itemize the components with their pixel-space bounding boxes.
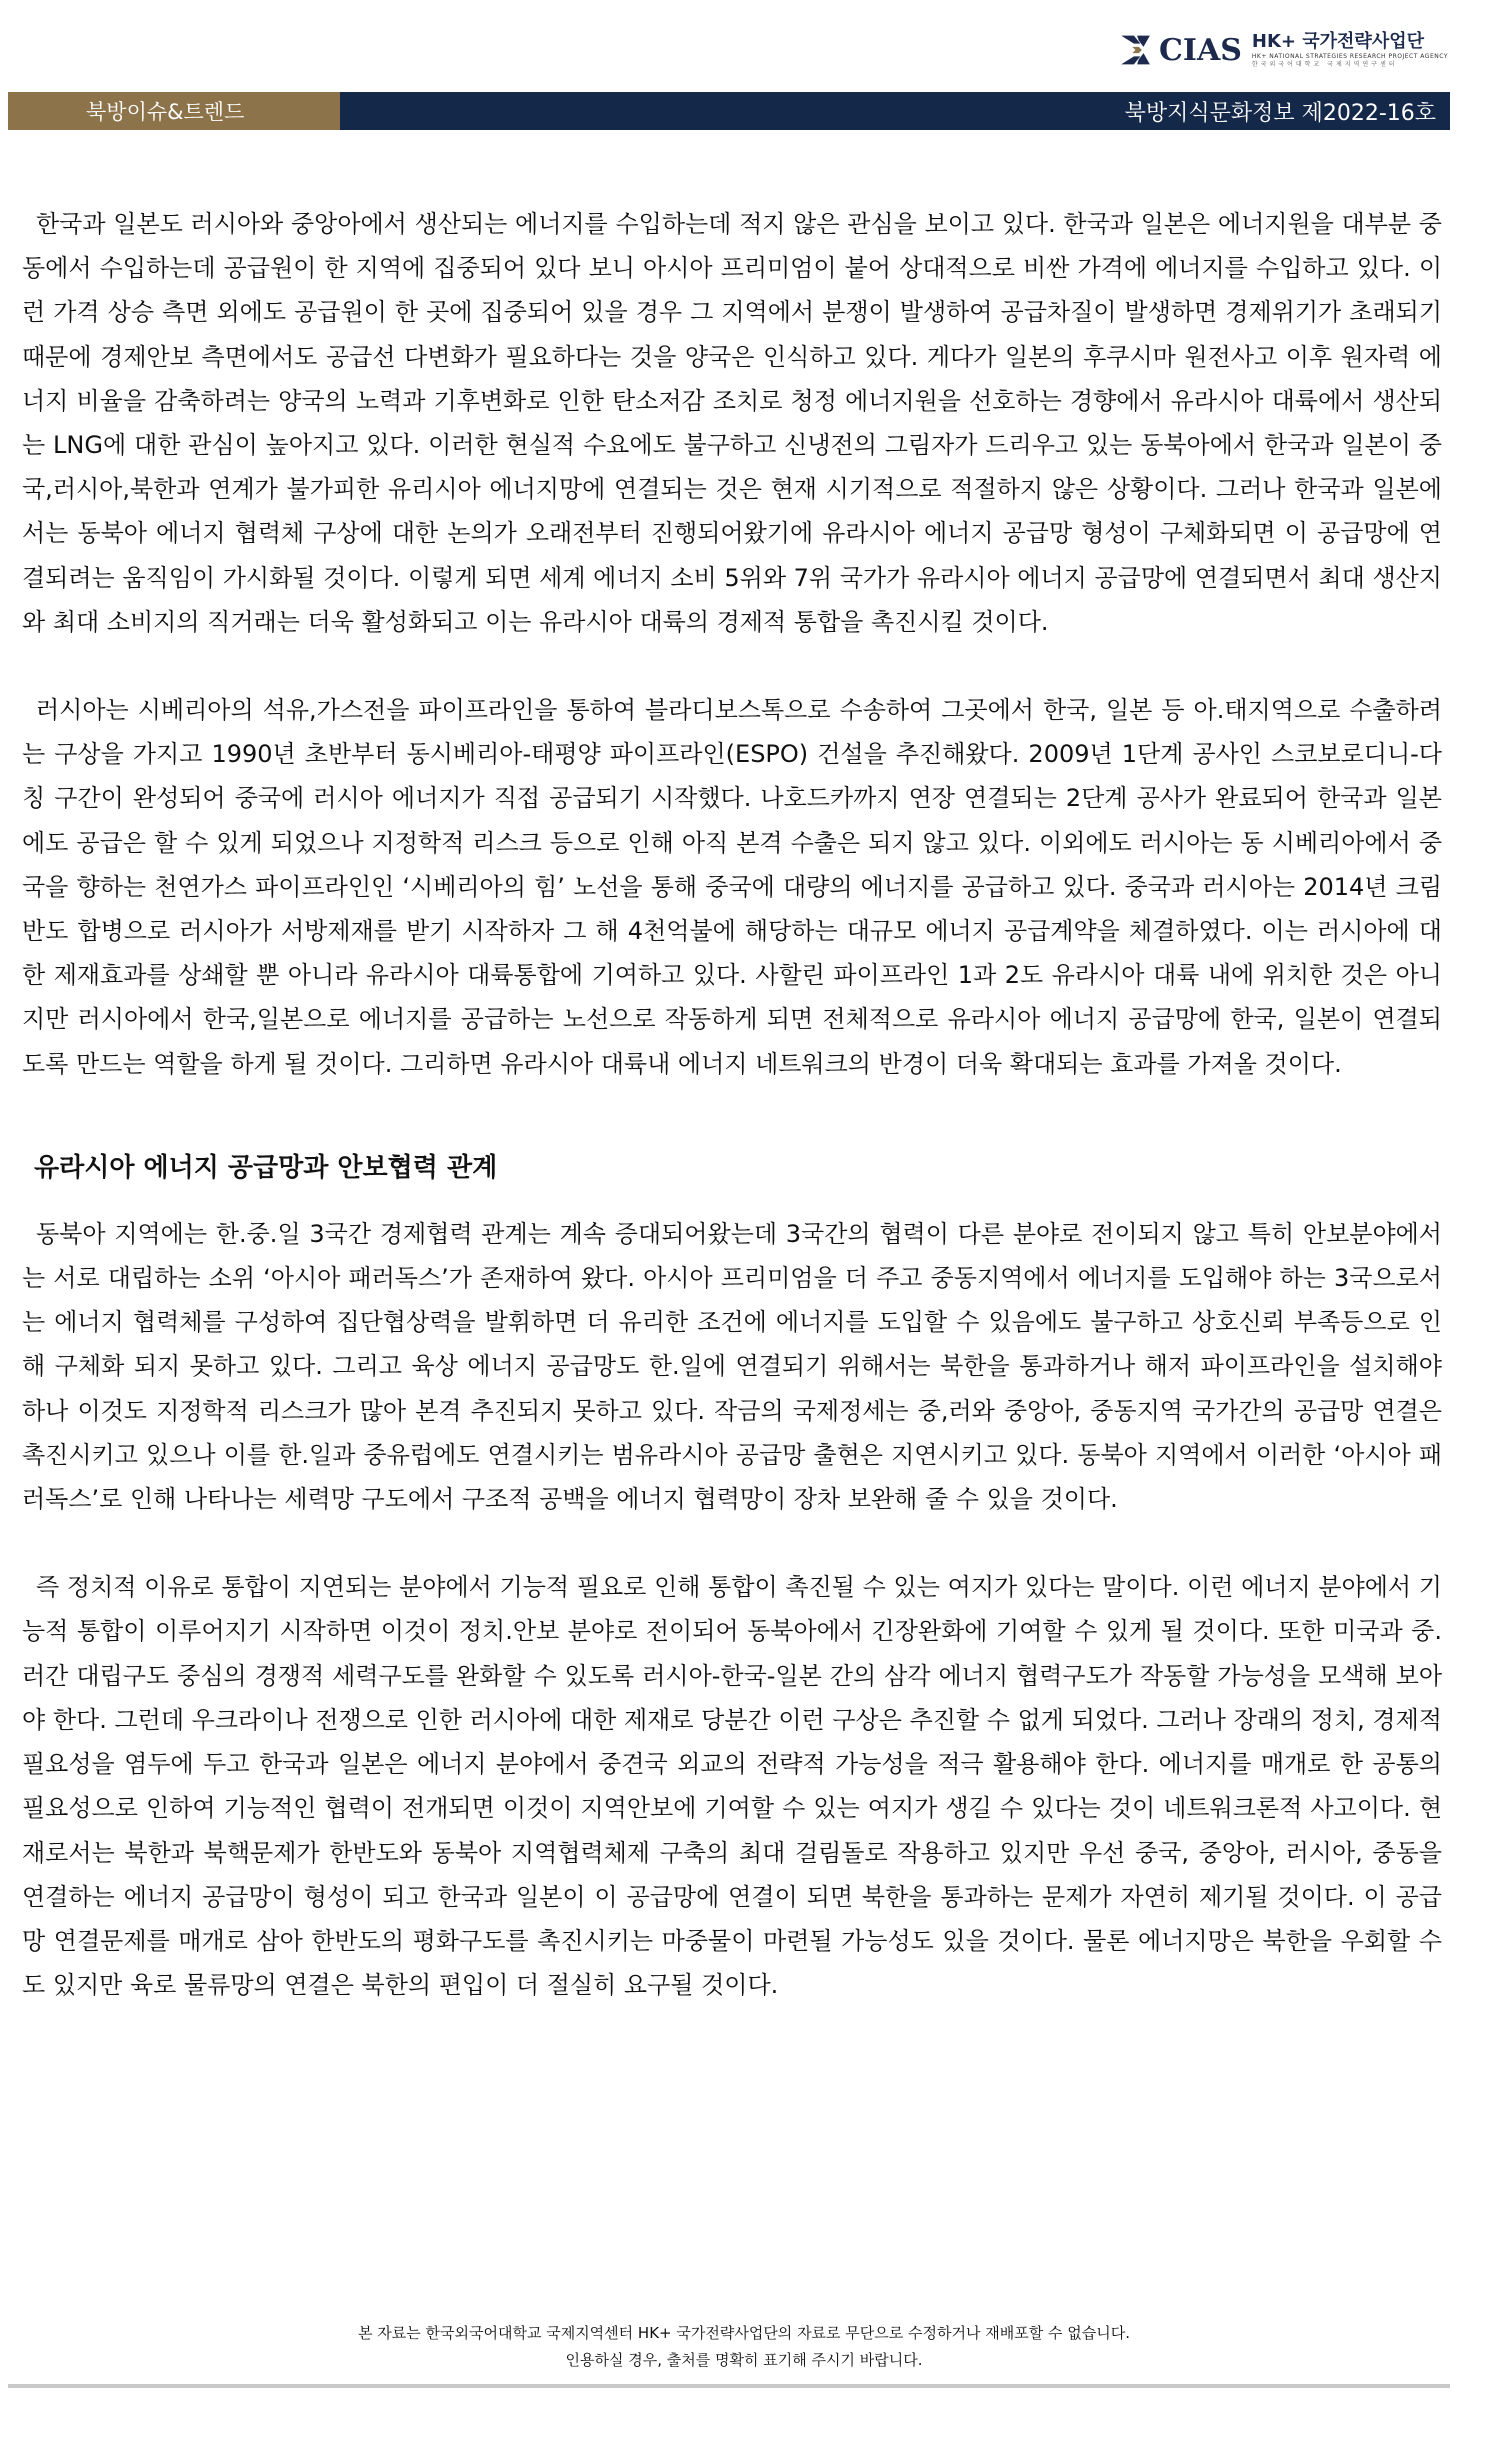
footer-notice	[0, 2320, 1488, 2374]
paragraph-gap	[22, 1521, 1442, 1565]
logo-subtitle-en: HK+ NATIONAL STRATEGIES RESEARCH PROJECT AGENCY	[1251, 53, 1448, 60]
logo-wordmark: CIAS	[1159, 32, 1242, 68]
section-label: 북방이슈&트렌드	[8, 92, 340, 130]
body-paragraph: 즉 정치적 이유로 통합이 지연되는 분야에서 기능적 필요로 인해 통합이 촉진될 수 있는 여지가 있다는 말이다. 이런 에너지 분야에서 기능적 통합이 이루어지기 시작하면 이것이 정치.안보 분야로 전이되어 동북아에서 긴장완화에 기여할 수 있게 될 것이다. 또한 미국과 중.러간 대립구도 중심의 경쟁적 세력구도를 완화할 수 있도록 러시아-한국-일본 간의 삼각 에너지 협력구도가 작동할 가능성을 모색해 보아야 한다. 그런데 우크라이나 전쟁으로 인한 러시아에 대한 제재로 당분간 이런 구상은 추진할 수 없게 되었다. 그러나 장래의 정치, 경제적 필요성을 염두에 두고 한국과 일본은 에너지 분야에서 중견국 외교의 전략적 가능성을 적극 활용해야 한다. 에너지를 매개로 한 공통의 필요성으로 인하여 기능적인 협력이 전개되면 이것이 지역안보에 기여할 수 있는 여지가 생길 수 있다는 것이 네트워크론적 사고이다. 현재로서는 북한과 북핵문제가 한반도와 동북아 지역협력체제 구축의 최대 걸림돌로 작용하고 있지만 우선 중국, 중앙아, 러시아, 중동을 연결하는 에너지 공급망이 형성이 되고 한국과 일본이 이 공급망에 연결이 되면 북한을 통과하는 문제가 자연히 제기될 것이다. 이 공급망 연결문제를 매개로 삼아 한반도의 평화구도를 촉진시키는 마중물이 마련될 가능성도 있을 것이다. 물론 에너지망은 북한을 우회할 수도 있지만 육로 물류망의 연결은 북한의 편입이 더 절실히 요구될 것이다.	[22, 1573, 1442, 2000]
section-heading: 유라시아 에너지 공급망과 안보협력 관계	[34, 1152, 498, 1183]
paragraph-gap	[22, 1086, 1442, 1130]
footer-line-2: 인용하실 경우, 출처를 명확히 표기해 주시기 바랍니다.	[565, 2351, 923, 2369]
footer-divider	[8, 2384, 1450, 2388]
body-paragraph: 동북아 지역에는 한.중.일 3국간 경제협력 관계는 계속 증대되어왔는데 3국간의 협력이 다른 분야로 전이되지 않고 특히 안보분야에서는 서로 대립하는 소위 ‘아시아 패러독스’가 존재하여 왔다. 아시아 프리미엄을 더 주고 중동지역에서 에너지를 도입해야 하는 3국으로서는 에너지 협력체를 구성하여 집단협상력을 발휘하면 더 유리한 조건에 에너지를 도입할 수 있음에도 불구하고 상호신뢰 부족등으로 인해 구체화 되지 못하고 있다. 그리고 육상 에너지 공급망도 한.일에 연결되기 위해서는 북한을 통과하거나 해저 파이프라인을 설치해야 하나 이것도 지정학적 리스크가 많아 본격 추진되지 못하고 있다. 작금의 국제정세는 중,러와 중앙아, 중동지역 국가간의 공급망 연결은 촉진시키고 있으나 이를 한.일과 중유럽에도 연결시키는 범유라시아 공급망 출현은 지연시키고 있다. 동북아 지역에서 이러한 ‘아시아 패러독스’로 인해 나타나는 세력망 구도에서 구조적 공백을 에너지 협력망이 장차 보완해 줄 수 있을 것이다.	[22, 1219, 1442, 1514]
footer-line-1: 본 자료는 한국외국어대학교 국제지역센터 HK+ 국가전략사업단의 자료로 무단으로 수정하거나 재배포할 수 없습니다.	[358, 2324, 1130, 2342]
body-paragraph: 러시아는 시베리아의 석유,가스전을 파이프라인을 통하여 블라디보스톡으로 수송하여 그곳에서 한국, 일본 등 아.태지역으로 수출하려는 구상을 가지고 1990년 초반부터 동시베리아-태평양 파이프라인(ESPO) 건설을 추진해왔다. 2009년 1단계 공사인 스코보로디니-다칭 구간이 완성되어 중국에 러시아 에너지가 직접 공급되기 시작했다. 나호드카까지 연장 연결되는 2단계 공사가 완료되어 한국과 일본에도 공급은 할 수 있게 되었으나 지정학적 리스크 등으로 인해 아직 본격 수출은 되지 않고 있다. 이외에도 러시아는 동 시베리아에서 중국을 향하는 천연가스 파이프라인인 ‘시베리아의 힘’ 노선을 통해 중국에 대량의 에너지를 공급하고 있다. 중국과 러시아는 2014년 크림반도 합병으로 러시아가 서방제재를 받기 시작하자 그 해 4천억불에 해당하는 대규모 에너지 공급계약을 체결하였다. 이는 러시아에 대한 제재효과를 상쇄할 뿐 아니라 유라시아 대륙통합에 기여하고 있다. 사할린 파이프라인 1과 2도 유라시아 대륙 내에 위치한 것은 아니지만 러시아에서 한국,일본으로 에너지를 공급하는 노선으로 작동하게 되면 전체적으로 유라시아 에너지 공급망에 한국, 일본이 연결되도록 만드는 역할을 하게 될 것이다. 그리하면 유라시아 대륙내 에너지 네트워크의 반경이 더욱 확대되는 효과를 가져올 것이다.	[22, 696, 1442, 1078]
header-bar	[8, 92, 1450, 130]
organization-logo	[1118, 22, 1448, 78]
paragraph-gap	[22, 644, 1442, 688]
cias-emblem-icon	[1118, 26, 1153, 74]
body-paragraph: 한국과 일본도 러시아와 중앙아에서 생산되는 에너지를 수입하는데 적지 않은 관심을 보이고 있다. 한국과 일본은 에너지원을 대부분 중동에서 수입하는데 공급원이 한 지역에 집중되어 있다 보니 아시아 프리미엄이 붙어 상대적으로 비싼 가격에 에너지를 수입하고 있다. 이런 가격 상승 측면 외에도 공급원이 한 곳에 집중되어 있을 경우 그 지역에서 분쟁이 발생하여 공급차질이 발생하면 경제위기가 초래되기 때문에 경제안보 측면에서도 공급선 다변화가 필요하다는 것을 양국은 인식하고 있다. 게다가 일본의 후쿠시마 원전사고 이후 원자력 에너지 비율을 감축하려는 양국의 노력과 기후변화로 인한 탄소저감 조치로 청정 에너지원을 선호하는 경향에서 유라시아 대륙에서 생산되는 LNG에 대한 관심이 높아지고 있다. 이러한 현실적 수요에도 불구하고 신냉전의 그림자가 드리우고 있는 동북아에서 한국과 일본이 중국,러시아,북한과 연계가 불가피한 유리시아 에너지망에 연결되는 것은 현재 시기적으로 적절하지 않은 상황이다. 그러나 한국과 일본에서는 동북아 에너지 협력체 구상에 대한 논의가 오래전부터 진행되어왔기에 유라시아 에너지 공급망 형성이 구체화되면 이 공급망에 연결되려는 움직임이 가시화될 것이다. 이렇게 되면 세계 에너지 소비 5위와 7위 국가가 유라시아 에너지 공급망에 연결되면서 최대 생산지와 최대 소비지의 직거래는 더욱 활성화되고 이는 유라시아 대륙의 경제적 통합을 촉진시킬 것이다.	[22, 210, 1442, 636]
logo-subtitle-ko: 한국외국어대학교 국제지역연구센터	[1251, 61, 1398, 68]
logo-title: HK+ 국가전략사업단	[1251, 31, 1424, 52]
publication-label: 북방지식문화정보 제2022-16호	[340, 92, 1450, 130]
article-body	[22, 202, 1442, 2007]
logo-text-group	[1252, 31, 1448, 69]
